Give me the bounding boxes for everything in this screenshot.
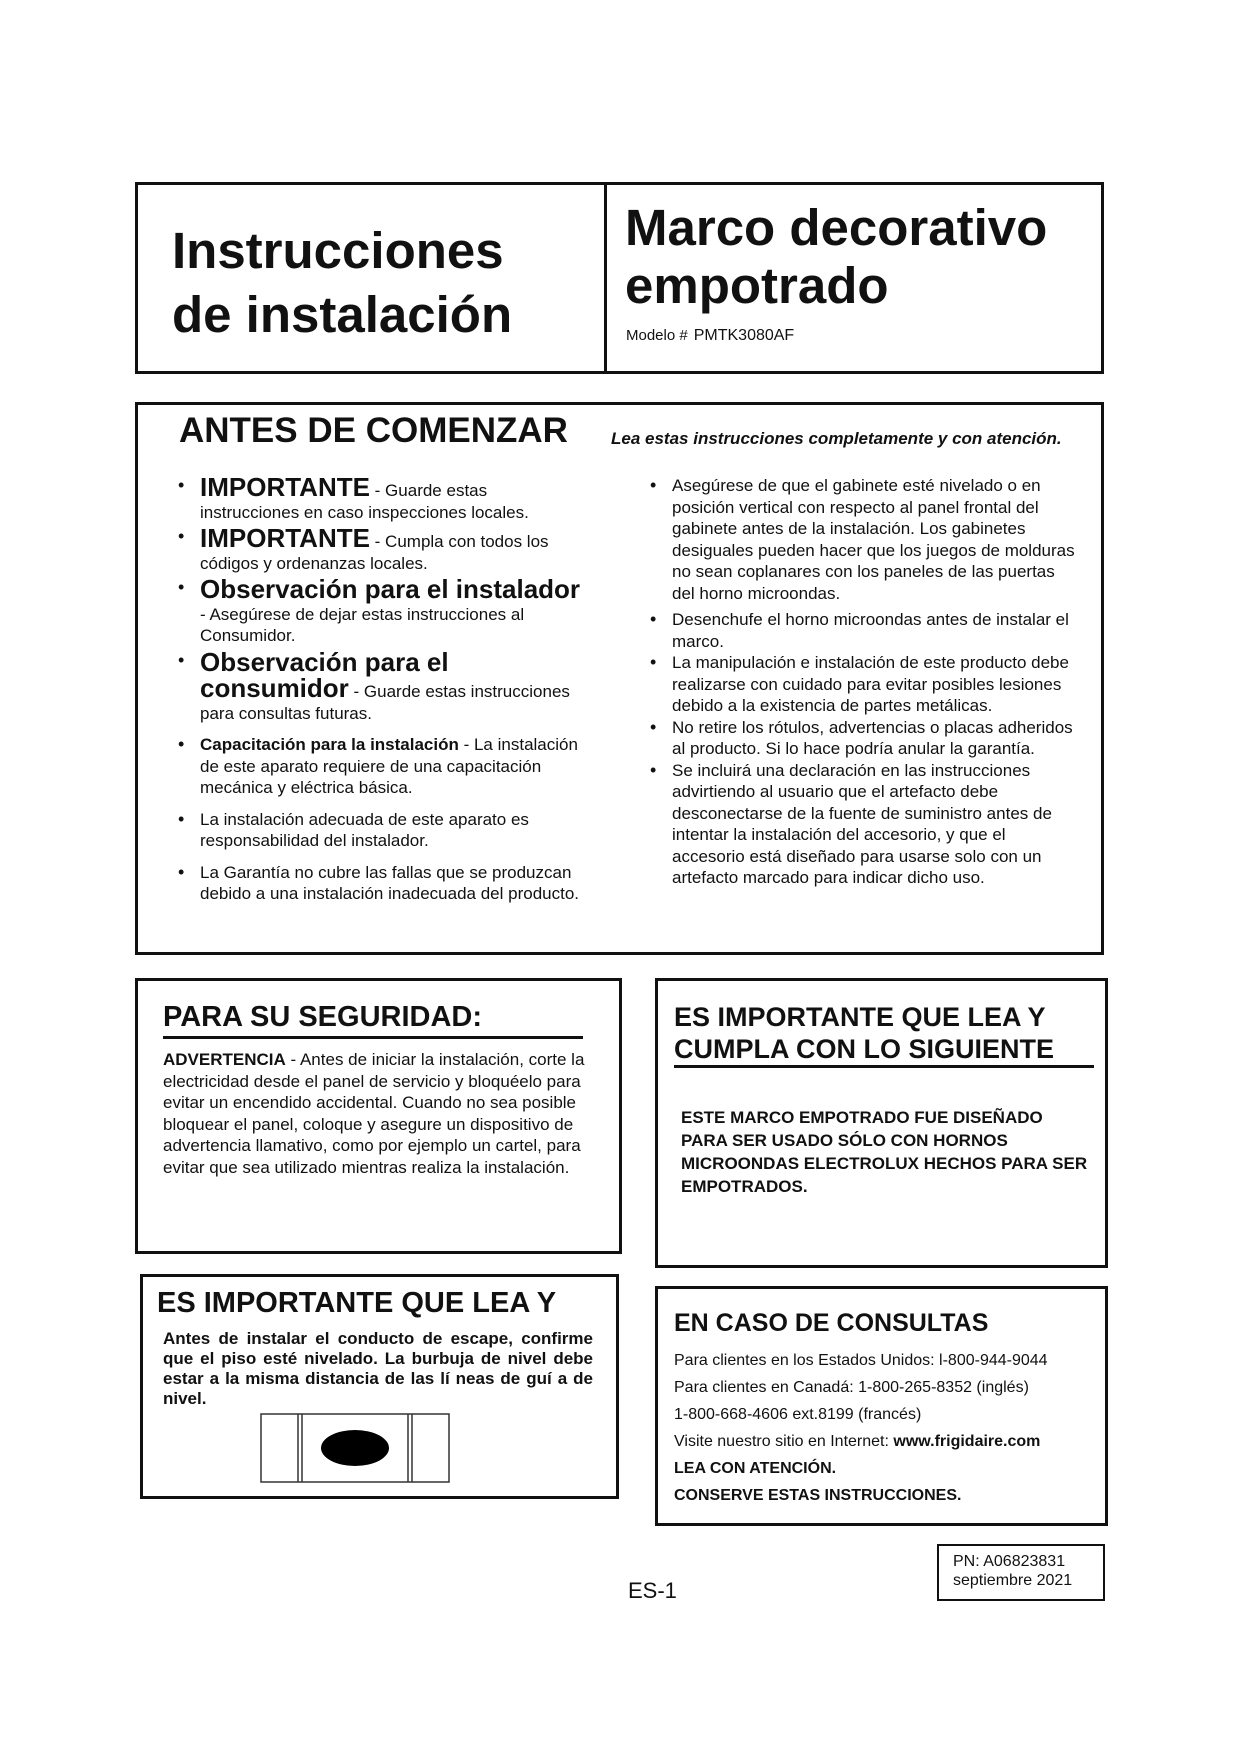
list-item: • La manipulación e instalación de este producto debe realizarse con cuidado para evitar posibles lesiones debido a la existencia de partes metálicas.	[638, 652, 1078, 717]
cumpla-text: ESTE MARCO EMPOTRADO FUE DISEÑADO PARA SER USADO SÓLO CON HORNOS MICROONDAS ELECTROLUX HECHOS PARA SER EMPOTRADOS.	[681, 1108, 1088, 1196]
title-line-2: de instalación	[172, 286, 513, 343]
consultas-section	[655, 1286, 1108, 1526]
warning-text: - Antes de iniciar la instalación, corte la electricidad desde el panel de servicio y bloquéelo para evitar un encendido accidental. Cuando no sea posible bloquear el panel, coloque y asegure un dispositivo de advertencia llamativo, como por ejemplo un cartel, para evitar que sea utilizado mientras realiza la instalación.	[163, 1050, 585, 1177]
phone-canada-fr: 1-800-668-4606 ext.8199 (francés)	[674, 1406, 922, 1423]
level-bubble-icon	[260, 1413, 450, 1483]
website-line	[674, 1428, 1094, 1455]
publish-date: septiembre 2021	[953, 1572, 1073, 1589]
list-item	[166, 523, 586, 574]
list-item	[166, 809, 586, 852]
consultas-title: EN CASO DE CONSULTAS	[674, 1309, 989, 1337]
list-item	[166, 862, 586, 905]
item-text: La instalación adecuada de este aparato es responsabilidad del instalador.	[200, 809, 529, 850]
consultas-list	[674, 1347, 1094, 1509]
keep-notice: CONSERVE ESTAS INSTRUCCIONES.	[674, 1487, 962, 1504]
nivel-title: ES IMPORTANTE QUE LEA Y	[157, 1287, 557, 1319]
page-number: ES-1	[628, 1578, 677, 1603]
warning-label: ADVERTENCIA	[163, 1050, 286, 1069]
header-product-box	[604, 182, 1104, 374]
antes-right-list	[638, 475, 1078, 889]
cumpla-section	[655, 978, 1108, 1268]
item-text: - Cumpla con todos los códigos y ordenanzas locales.	[200, 532, 549, 573]
item-lead: Observación para el instalador	[200, 574, 581, 604]
list-item	[166, 646, 586, 725]
item-lead: IMPORTANTE	[200, 523, 370, 553]
phone-us: Para clientes en los Estados Unidos: l-800-944-9044	[674, 1352, 1048, 1369]
part-number: PN: A06823831	[953, 1553, 1066, 1570]
item-text: - Asegúrese de dejar estas instrucciones al Consumidor.	[200, 604, 525, 645]
seguridad-title: PARA SU SEGURIDAD:	[163, 1001, 583, 1039]
list-item: • Se incluirá una declaración en las instrucciones advirtiendo al usuario que el artefacto debe desconectarse de la fuente de suministro antes de intentar la instalación del accesorio, y que el accesorio está diseñado para usarse solo con un artefacto marcado para indicar dicho uso.	[638, 760, 1078, 889]
model-label: Modelo #	[626, 327, 688, 344]
header-title-box	[135, 182, 607, 374]
antes-title: ANTES DE COMENZAR	[179, 411, 568, 450]
item-text: - Guarde estas instrucciones en caso inspecciones locales.	[200, 481, 529, 522]
website-link[interactable]: www.frigidaire.com	[893, 1433, 1041, 1450]
part-number-box	[937, 1544, 1105, 1601]
list-item: • No retire los rótulos, advertencias o placas adheridos al producto. Si lo hace podría anular la garantía.	[638, 717, 1078, 760]
phone-canada-en: Para clientes en Canadá: 1-800-265-8352 (inglés)	[674, 1379, 1029, 1396]
item-text: - La instalación de este aparato requiere de una capacitación mecánica y eléctrica básica.	[200, 735, 578, 797]
item-lead: Capacitación para la instalación	[200, 735, 459, 754]
seguridad-warning	[163, 1049, 603, 1178]
cumpla-title-line-2: CUMPLA CON LO SIGUIENTE	[674, 1034, 1055, 1064]
item-lead: Observación para el consumidor	[200, 646, 449, 703]
item-text: La Garantía no cubre las fallas que se produzcan debido a una instalación inadecuada del producto.	[200, 862, 580, 903]
nivel-text: Antes de instalar el conducto de escape, confirme que el piso esté nivelado. La burbuja de nivel debe estar a la misma distancia de las lí neas de guí a de nivel.	[163, 1329, 593, 1408]
antes-subtitle: Lea estas instrucciones completamente y con atención.	[611, 429, 1062, 448]
list-item: • Desenchufe el horno microondas antes de instalar el marco.	[638, 609, 1078, 652]
product-title	[625, 199, 1047, 315]
page-title	[172, 219, 512, 347]
antes-de-comenzar-section	[135, 402, 1104, 955]
cumpla-title-line-1: ES IMPORTANTE QUE LEA Y	[674, 1002, 1046, 1032]
list-item	[166, 734, 586, 799]
nivel-section	[140, 1274, 619, 1499]
model-info	[626, 327, 794, 345]
title-line-1: Instrucciones	[172, 222, 504, 279]
read-notice: LEA CON ATENCIÓN.	[674, 1460, 837, 1477]
list-item	[166, 472, 586, 523]
item-text: - Guarde estas instrucciones para consultas futuras.	[200, 682, 570, 723]
cumpla-title	[674, 1001, 1094, 1068]
product-line-2: empotrado	[625, 257, 889, 314]
model-number: PMTK3080AF	[693, 327, 795, 344]
item-lead: IMPORTANTE	[200, 472, 370, 502]
website-label: Visite nuestro sitio en Internet:	[674, 1433, 894, 1450]
product-line-1: Marco decorativo	[625, 199, 1048, 256]
list-item	[166, 574, 586, 647]
antes-left-list	[166, 472, 586, 905]
list-item: • Asegúrese de que el gabinete esté nivelado o en posición vertical con respecto al panel frontal del gabinete antes de la instalación. Los gabinetes desiguales pueden hacer que los juegos de molduras no sean coplanares con los paneles de las puertas del horno microondas.	[638, 475, 1078, 604]
seguridad-section	[135, 978, 622, 1254]
